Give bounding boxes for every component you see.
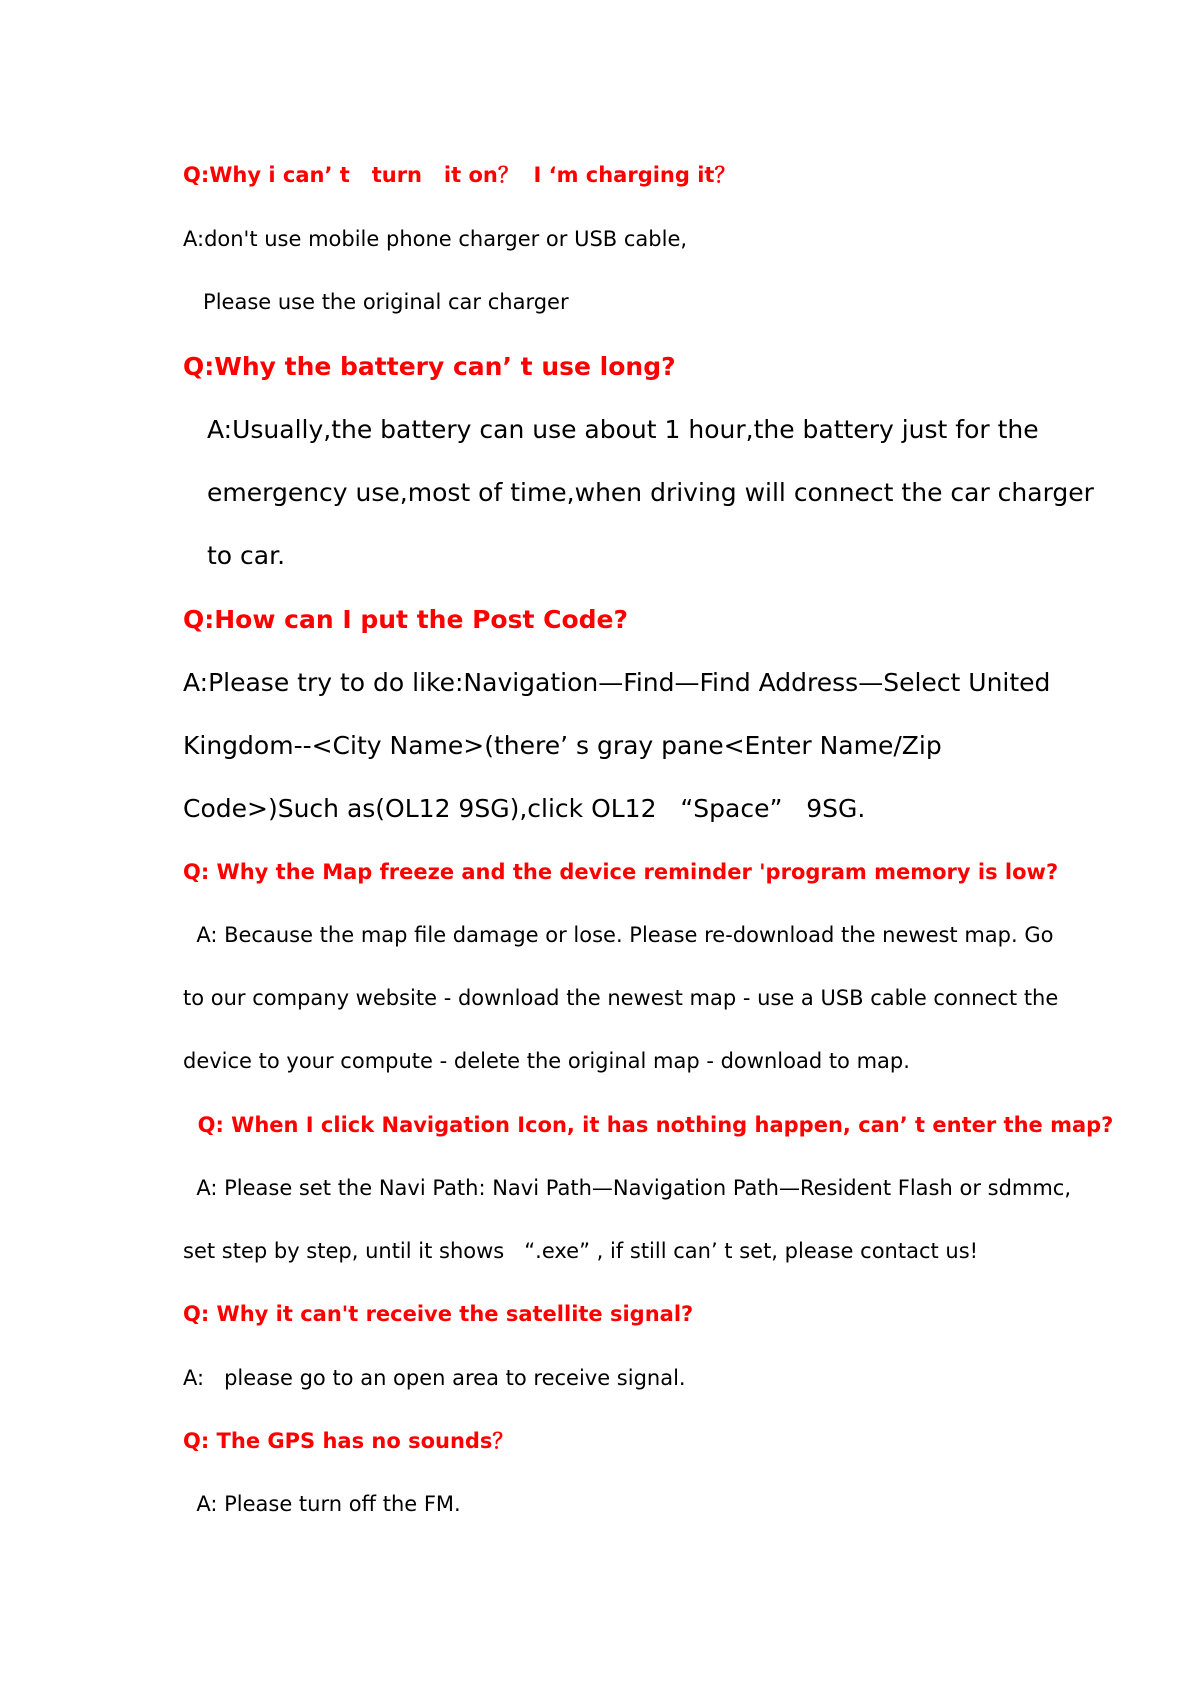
faq-answer-5-line-2: set step by step, until it shows “.exe” , if still can’ t set, please contact us! bbox=[183, 1239, 979, 1263]
faq-answer-2-line-2: emergency use,most of time,when driving will connect the car charger bbox=[207, 478, 1094, 507]
faq-answer-2-line-3: to car. bbox=[207, 541, 286, 570]
faq-question-6: Q: Why it can't receive the satellite signal? bbox=[183, 1302, 694, 1326]
faq-question-3: Q:How can I put the Post Code? bbox=[183, 605, 629, 634]
faq-answer-3-line-1: A:Please try to do like:Navigation—Find—Find Address—Select United bbox=[183, 668, 1051, 697]
faq-answer-1-line-2: Please use the original car charger bbox=[183, 290, 569, 314]
faq-answer-2-line-1: A:Usually,the battery can use about 1 hour,the battery just for the bbox=[207, 415, 1039, 444]
faq-question-4: Q: Why the Map freeze and the device reminder 'program memory is low? bbox=[183, 860, 1059, 884]
faq-answer-5-line-1: A: Please set the Navi Path: Navi Path—Navigation Path—Resident Flash or sdmmc, bbox=[183, 1176, 1072, 1200]
faq-question-7: Q: The GPS has no sounds？ bbox=[183, 1429, 514, 1453]
faq-question-1: Q:Why i can’ t turn it on？ I ‘m charging it？ bbox=[183, 163, 736, 187]
faq-answer-6-line-1: A: please go to an open area to receive signal. bbox=[183, 1366, 686, 1390]
faq-answer-4-line-3: device to your compute - delete the original map - download to map. bbox=[183, 1049, 910, 1073]
faq-answer-4-line-1: A: Because the map file damage or lose. Please re-download the newest map. Go bbox=[183, 923, 1054, 947]
faq-answer-7-line-1: A: Please turn off the FM. bbox=[183, 1492, 461, 1516]
faq-answer-4-line-2: to our company website - download the newest map - use a USB cable connect the bbox=[183, 986, 1059, 1010]
faq-question-5: Q: When I click Navigation Icon, it has nothing happen, can’ t enter the map? bbox=[183, 1113, 1114, 1137]
faq-question-2: Q:Why the battery can’ t use long? bbox=[183, 352, 676, 381]
faq-answer-3-line-3: Code>)Such as(OL12 9SG),click OL12 “Space” 9SG. bbox=[183, 794, 866, 823]
faq-answer-3-line-2: Kingdom--<City Name>(there’ s gray pane<Enter Name/Zip bbox=[183, 731, 942, 760]
faq-answer-1-line-1: A:don't use mobile phone charger or USB cable, bbox=[183, 227, 688, 251]
